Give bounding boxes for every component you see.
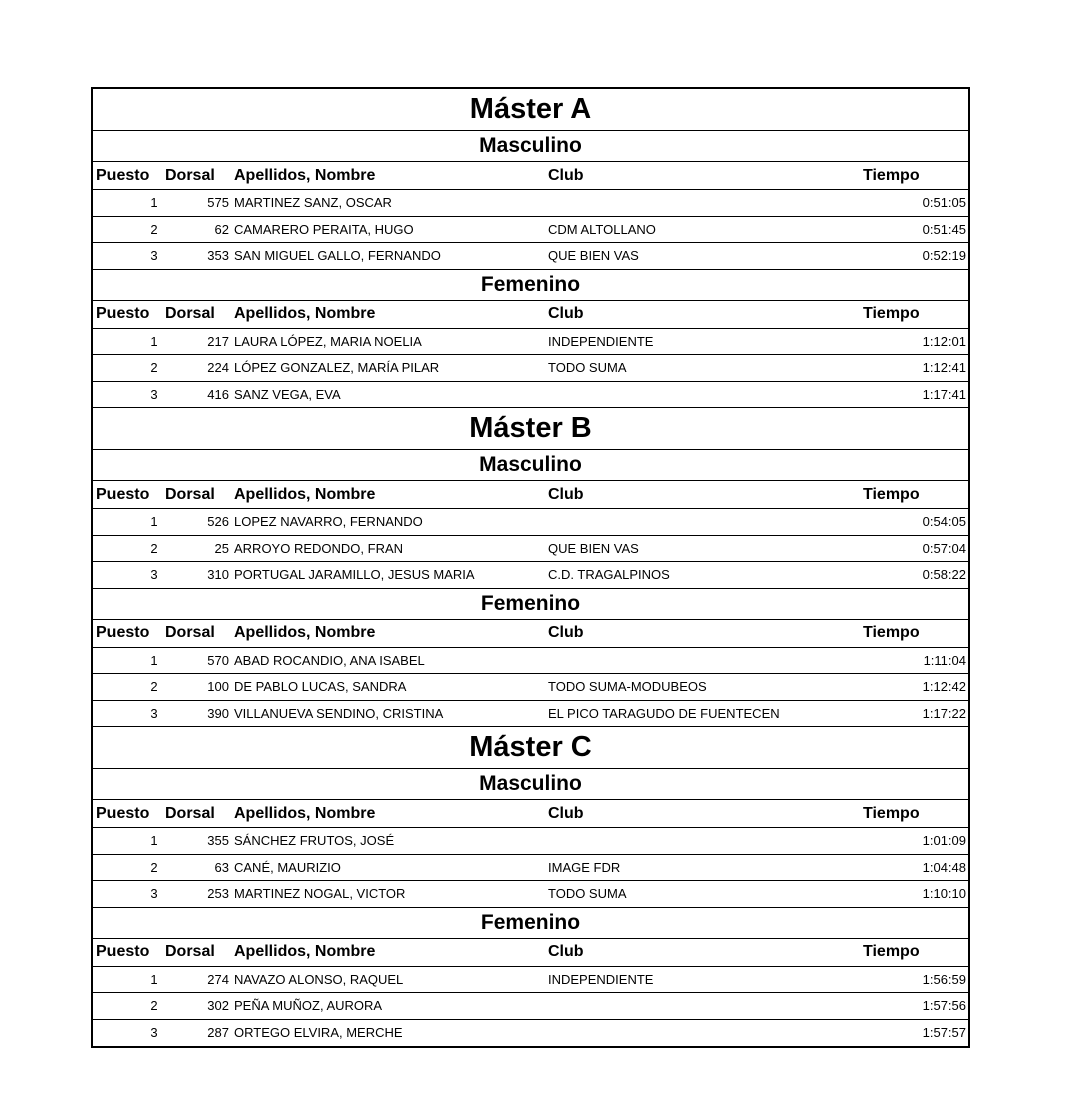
header-tiempo: Tiempo bbox=[863, 943, 920, 960]
dorsal-cell: 224 bbox=[207, 360, 229, 376]
dorsal-cell: 310 bbox=[207, 567, 229, 583]
time-cell: 1:04:48 bbox=[922, 859, 966, 875]
name-cell: ORTEGO ELVIRA, MERCHE bbox=[234, 1025, 403, 1041]
club-cell: CDM ALTOLLANO bbox=[548, 221, 656, 237]
table-row bbox=[93, 855, 968, 882]
table-row bbox=[93, 828, 968, 855]
table-row bbox=[93, 1020, 968, 1047]
position-cell: 1 bbox=[150, 195, 158, 211]
dorsal-cell: 253 bbox=[207, 886, 229, 902]
category-title: Máster C bbox=[93, 727, 968, 769]
header-puesto: Puesto bbox=[96, 943, 150, 960]
table-row bbox=[93, 967, 968, 994]
header-puesto: Puesto bbox=[96, 305, 150, 322]
header-club: Club bbox=[548, 943, 584, 960]
club-cell: EL PICO TARAGUDO DE FUENTECEN bbox=[548, 705, 780, 721]
name-cell: MARTINEZ NOGAL, VICTOR bbox=[234, 886, 406, 902]
time-cell: 0:57:04 bbox=[922, 540, 966, 556]
table-row bbox=[93, 674, 968, 701]
table-row bbox=[93, 190, 968, 217]
column-header-row bbox=[93, 481, 968, 509]
table-row bbox=[93, 509, 968, 536]
position-cell: 3 bbox=[150, 567, 158, 583]
name-cell: NAVAZO ALONSO, RAQUEL bbox=[234, 971, 404, 987]
name-cell: DE PABLO LUCAS, SANDRA bbox=[234, 679, 407, 695]
header-club: Club bbox=[548, 166, 584, 184]
time-cell: 1:10:10 bbox=[922, 886, 966, 902]
column-header-row bbox=[93, 301, 968, 329]
position-cell: 3 bbox=[150, 886, 158, 902]
time-cell: 0:54:05 bbox=[922, 514, 966, 530]
name-cell: CAMARERO PERAITA, HUGO bbox=[234, 221, 414, 237]
category-title: Máster B bbox=[93, 408, 968, 450]
time-cell: 1:12:42 bbox=[922, 679, 966, 695]
dorsal-cell: 570 bbox=[207, 652, 229, 668]
table-row bbox=[93, 648, 968, 675]
dorsal-cell: 274 bbox=[207, 971, 229, 987]
dorsal-cell: 390 bbox=[207, 705, 229, 721]
header-nombre: Apellidos, Nombre bbox=[234, 485, 376, 503]
time-cell: 0:51:45 bbox=[922, 221, 966, 237]
club-cell: C.D. TRAGALPINOS bbox=[548, 567, 670, 583]
header-dorsal: Dorsal bbox=[165, 943, 215, 960]
header-nombre: Apellidos, Nombre bbox=[234, 943, 376, 960]
time-cell: 1:17:22 bbox=[922, 705, 966, 721]
name-cell: PEÑA MUÑOZ, AURORA bbox=[234, 998, 383, 1014]
name-cell: LOPEZ NAVARRO, FERNANDO bbox=[234, 514, 423, 530]
dorsal-cell: 416 bbox=[207, 386, 229, 402]
header-nombre: Apellidos, Nombre bbox=[234, 804, 376, 822]
position-cell: 2 bbox=[150, 221, 158, 237]
table-row bbox=[93, 382, 968, 409]
header-puesto: Puesto bbox=[96, 804, 150, 822]
header-nombre: Apellidos, Nombre bbox=[234, 166, 376, 184]
position-cell: 1 bbox=[150, 333, 158, 349]
table-row bbox=[93, 243, 968, 270]
header-nombre: Apellidos, Nombre bbox=[234, 305, 376, 322]
club-cell: TODO SUMA bbox=[548, 360, 627, 376]
name-cell: ARROYO REDONDO, FRAN bbox=[234, 540, 404, 556]
position-cell: 3 bbox=[150, 248, 158, 264]
club-cell: QUE BIEN VAS bbox=[548, 248, 639, 264]
table-row bbox=[93, 993, 968, 1020]
header-club: Club bbox=[548, 804, 584, 822]
time-cell: 1:12:41 bbox=[922, 360, 966, 376]
time-cell: 0:52:19 bbox=[922, 248, 966, 264]
column-header-row bbox=[93, 162, 968, 190]
header-tiempo: Tiempo bbox=[863, 485, 920, 503]
time-cell: 1:01:09 bbox=[922, 833, 966, 849]
gender-title: Femenino bbox=[93, 589, 968, 620]
club-cell: QUE BIEN VAS bbox=[548, 540, 639, 556]
gender-title: Masculino bbox=[93, 450, 968, 481]
dorsal-cell: 100 bbox=[207, 679, 229, 695]
name-cell: SÁNCHEZ FRUTOS, JOSÉ bbox=[234, 833, 395, 849]
table-row bbox=[93, 881, 968, 908]
column-header-row bbox=[93, 939, 968, 967]
position-cell: 2 bbox=[150, 679, 158, 695]
time-cell: 0:58:22 bbox=[922, 567, 966, 583]
position-cell: 3 bbox=[150, 705, 158, 721]
name-cell: LÓPEZ GONZALEZ, MARÍA PILAR bbox=[234, 360, 440, 376]
gender-title: Masculino bbox=[93, 769, 968, 800]
position-cell: 2 bbox=[150, 859, 158, 875]
table-row bbox=[93, 329, 968, 356]
table-row bbox=[93, 355, 968, 382]
table-row bbox=[93, 701, 968, 728]
name-cell: ABAD ROCANDIO, ANA ISABEL bbox=[234, 652, 425, 668]
dorsal-cell: 287 bbox=[207, 1025, 229, 1041]
position-cell: 2 bbox=[150, 360, 158, 376]
dorsal-cell: 526 bbox=[207, 514, 229, 530]
position-cell: 1 bbox=[150, 833, 158, 849]
header-tiempo: Tiempo bbox=[863, 305, 920, 322]
name-cell: SAN MIGUEL GALLO, FERNANDO bbox=[234, 248, 441, 264]
table-row bbox=[93, 536, 968, 563]
header-tiempo: Tiempo bbox=[863, 624, 920, 641]
table-row bbox=[93, 562, 968, 589]
position-cell: 3 bbox=[150, 1025, 158, 1041]
time-cell: 0:51:05 bbox=[922, 195, 966, 211]
club-cell: IMAGE FDR bbox=[548, 859, 621, 875]
gender-title: Femenino bbox=[93, 908, 968, 939]
header-dorsal: Dorsal bbox=[165, 166, 215, 184]
header-dorsal: Dorsal bbox=[165, 804, 215, 822]
header-club: Club bbox=[548, 624, 584, 641]
table-row bbox=[93, 217, 968, 244]
time-cell: 1:11:04 bbox=[923, 652, 966, 668]
time-cell: 1:12:01 bbox=[922, 333, 966, 349]
column-header-row bbox=[93, 620, 968, 648]
club-cell: INDEPENDIENTE bbox=[548, 971, 654, 987]
header-club: Club bbox=[548, 485, 584, 503]
position-cell: 1 bbox=[150, 971, 158, 987]
gender-title: Masculino bbox=[93, 131, 968, 162]
position-cell: 2 bbox=[150, 540, 158, 556]
name-cell: VILLANUEVA SENDINO, CRISTINA bbox=[234, 705, 444, 721]
header-puesto: Puesto bbox=[96, 166, 150, 184]
name-cell: PORTUGAL JARAMILLO, JESUS MARIA bbox=[234, 567, 475, 583]
header-tiempo: Tiempo bbox=[863, 166, 920, 184]
gender-title: Femenino bbox=[93, 270, 968, 301]
time-cell: 1:57:57 bbox=[922, 1025, 966, 1041]
dorsal-cell: 575 bbox=[207, 195, 229, 211]
club-cell: TODO SUMA-MODUBEOS bbox=[548, 679, 707, 695]
position-cell: 3 bbox=[150, 386, 158, 402]
category-title: Máster A bbox=[93, 89, 968, 131]
results-table bbox=[91, 87, 970, 1048]
header-dorsal: Dorsal bbox=[165, 305, 215, 322]
club-cell: INDEPENDIENTE bbox=[548, 333, 654, 349]
dorsal-cell: 63 bbox=[214, 859, 229, 875]
time-cell: 1:17:41 bbox=[922, 386, 966, 402]
position-cell: 1 bbox=[150, 652, 158, 668]
position-cell: 2 bbox=[150, 998, 158, 1014]
header-tiempo: Tiempo bbox=[863, 804, 920, 822]
dorsal-cell: 217 bbox=[207, 333, 229, 349]
name-cell: SANZ VEGA, EVA bbox=[234, 386, 341, 402]
column-header-row bbox=[93, 800, 968, 828]
time-cell: 1:56:59 bbox=[922, 971, 966, 987]
name-cell: LAURA LÓPEZ, MARIA NOELIA bbox=[234, 333, 422, 349]
dorsal-cell: 355 bbox=[207, 833, 229, 849]
club-cell: TODO SUMA bbox=[548, 886, 627, 902]
header-nombre: Apellidos, Nombre bbox=[234, 624, 376, 641]
header-club: Club bbox=[548, 305, 584, 322]
name-cell: CANÉ, MAURIZIO bbox=[234, 859, 341, 875]
header-puesto: Puesto bbox=[96, 624, 150, 641]
header-dorsal: Dorsal bbox=[165, 624, 215, 641]
position-cell: 1 bbox=[150, 514, 158, 530]
header-dorsal: Dorsal bbox=[165, 485, 215, 503]
time-cell: 1:57:56 bbox=[922, 998, 966, 1014]
dorsal-cell: 25 bbox=[214, 540, 229, 556]
dorsal-cell: 353 bbox=[207, 248, 229, 264]
name-cell: MARTINEZ SANZ, OSCAR bbox=[234, 195, 392, 211]
dorsal-cell: 302 bbox=[207, 998, 229, 1014]
header-puesto: Puesto bbox=[96, 485, 150, 503]
dorsal-cell: 62 bbox=[214, 221, 229, 237]
